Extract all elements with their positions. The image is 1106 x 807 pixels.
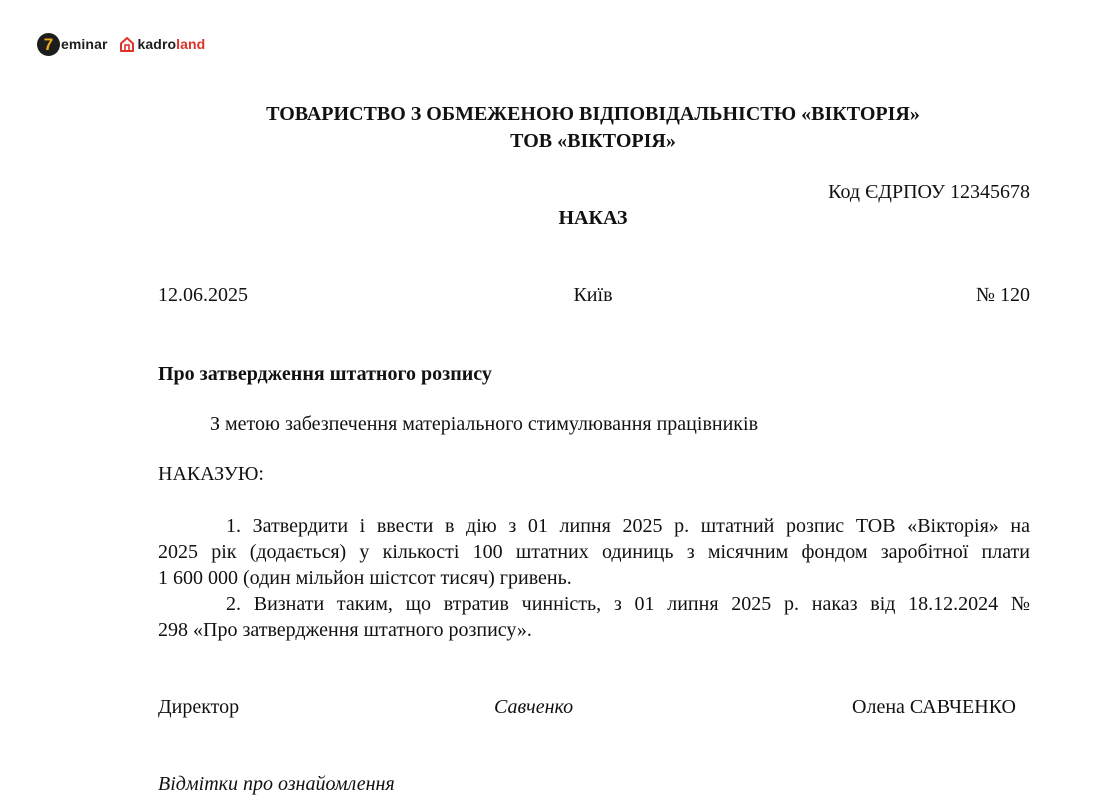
signature: Савченко [494,696,574,718]
seminar-logo-badge: 7 [37,33,60,56]
organization-short-name: ТОВ «ВІКТОРІЯ» [510,130,676,152]
document-type-title: НАКАЗ [558,207,628,229]
header-logos [37,32,205,56]
seminar-logo-text: eminar [61,36,108,52]
order-date: 12.06.2025 [158,284,248,306]
order-number: № 120 [975,284,1030,306]
edrpou-code: Код ЄДРПОУ 12345678 [828,181,1030,203]
kadroland-logo-text-red: land [176,36,206,52]
acknowledgement-note: Відмітки про ознайомлення [158,773,395,795]
order-item-1-line-2: 2025 рік (додається) у кількості 100 штатних одиниць з місячним фондом заробітної плати [158,541,1030,563]
order-item-1-line-1: 1. Затвердити і ввести в дію з 01 липня 2025 р. штатний розпис ТОВ «Вікторія» на [226,515,1030,537]
order-item-1-line-3: 1 600 000 (один мільйон шістсот тисяч) гривень. [158,567,572,589]
organization-full-name: ТОВАРИСТВО З ОБМЕЖЕНОЮ ВІДПОВІДАЛЬНІСТЮ «ВІКТОРІЯ» [266,103,920,125]
signatory-name: Олена САВЧЕНКО [852,696,1016,718]
order-item-2-line-1: 2. Визнати таким, що втратив чинність, з 01 липня 2025 р. наказ від 18.12.2024 № [226,593,1030,615]
order-directive-word: НАКАЗУЮ: [158,463,264,485]
order-subject: Про затвердження штатного розпису [158,363,492,385]
order-city: Київ [573,284,613,306]
order-items [158,513,1030,643]
kadroland-logo-text-dark: kadro [137,36,177,52]
seminar-logo [37,33,108,56]
signatory-position: Директор [158,696,240,718]
kadroland-logo-text [138,36,206,52]
house-icon [119,36,135,53]
order-preamble: З метою забезпечення матеріального стимулювання працівників [210,413,759,435]
kadroland-logo [119,36,206,53]
order-item-2-line-2: 298 «Про затвердження штатного розпису». [158,619,532,641]
